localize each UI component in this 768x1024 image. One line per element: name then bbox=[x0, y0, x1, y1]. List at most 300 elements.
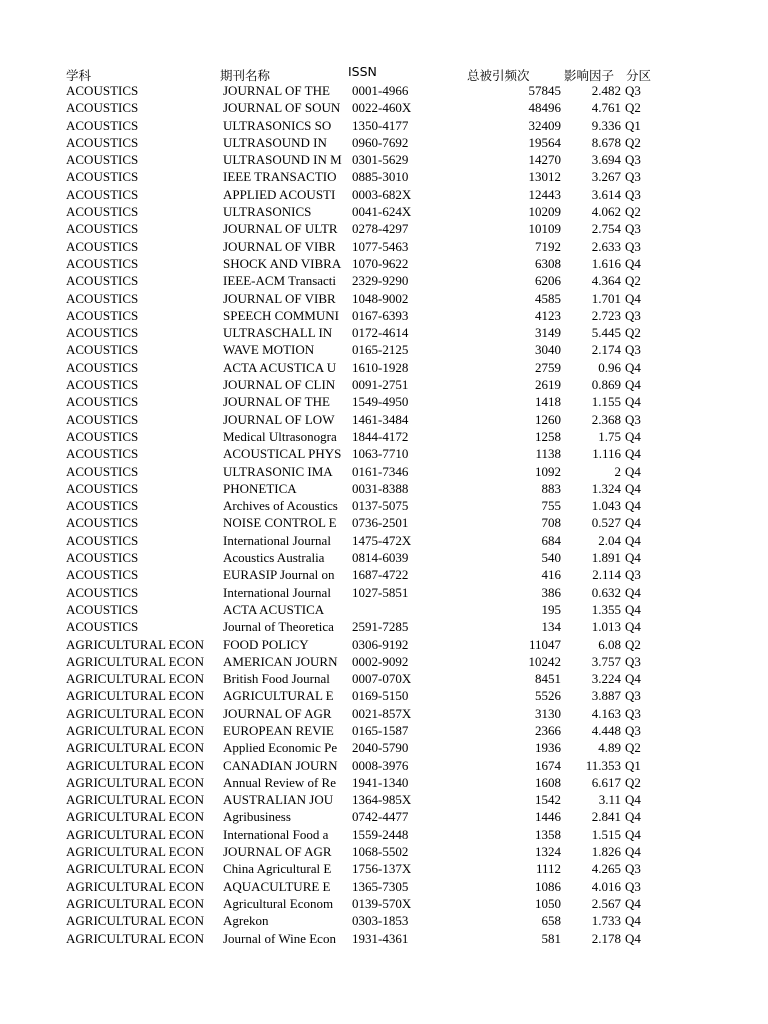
cell-journal: Journal of Theoretica bbox=[223, 619, 334, 635]
cell-subject: ACOUSTICS bbox=[66, 550, 139, 566]
cell-journal: JOURNAL OF THE bbox=[223, 394, 330, 410]
cell-issn: 0041-624X bbox=[352, 204, 412, 220]
cell-subject: ACOUSTICS bbox=[66, 532, 139, 548]
cell-quartile: Q4 bbox=[625, 895, 641, 911]
cell-journal: PHONETICA bbox=[223, 480, 297, 496]
cell-cites: 658 bbox=[541, 913, 561, 929]
cell-journal: British Food Journal bbox=[223, 671, 330, 687]
cell-subject: ACOUSTICS bbox=[66, 463, 139, 479]
cell-issn: 0278-4297 bbox=[352, 221, 409, 237]
cell-journal: Agricultural Econom bbox=[223, 895, 334, 911]
cell-impact: 2.841 bbox=[591, 809, 621, 825]
cell-impact: 4.163 bbox=[591, 705, 621, 721]
cell-journal: JOURNAL OF AGR bbox=[223, 705, 332, 721]
cell-cites: 13012 bbox=[528, 169, 561, 185]
cell-journal: ACOUSTICAL PHYS bbox=[223, 446, 342, 462]
cell-impact: 4.062 bbox=[591, 204, 621, 220]
cell-cites: 2366 bbox=[535, 722, 561, 738]
header-quartile: 分区 bbox=[626, 68, 652, 83]
cell-cites: 1674 bbox=[535, 757, 561, 773]
cell-journal: AGRICULTURAL E bbox=[223, 688, 334, 704]
cell-quartile: Q3 bbox=[625, 221, 641, 237]
cell-subject: ACOUSTICS bbox=[66, 117, 139, 133]
cell-impact: 3.224 bbox=[591, 671, 621, 687]
cell-journal: ULTRASONICS bbox=[223, 204, 312, 220]
cell-impact: 6.617 bbox=[591, 774, 621, 790]
cell-quartile: Q4 bbox=[625, 255, 641, 271]
cell-quartile: Q3 bbox=[625, 238, 641, 254]
cell-quartile: Q4 bbox=[625, 930, 641, 946]
cell-journal: ULTRASOUND IN M bbox=[223, 152, 342, 168]
cell-subject: ACOUSTICS bbox=[66, 446, 139, 462]
cell-issn: 0736-2501 bbox=[352, 515, 409, 531]
cell-cites: 6206 bbox=[535, 273, 561, 289]
cell-quartile: Q3 bbox=[625, 705, 641, 721]
cell-subject: ACOUSTICS bbox=[66, 394, 139, 410]
cell-impact: 3.694 bbox=[591, 152, 621, 168]
cell-subject: ACOUSTICS bbox=[66, 83, 139, 98]
cell-journal: ULTRASONICS SO bbox=[223, 117, 332, 133]
cell-quartile: Q3 bbox=[625, 722, 641, 738]
cell-journal: ULTRASONIC IMA bbox=[223, 463, 333, 479]
cell-subject: AGRICULTURAL ECON bbox=[66, 792, 205, 808]
cell-quartile: Q2 bbox=[625, 273, 641, 289]
cell-journal: AQUACULTURE E bbox=[223, 878, 331, 894]
cell-impact: 2.178 bbox=[591, 930, 621, 946]
cell-impact: 2.482 bbox=[591, 83, 621, 98]
cell-issn: 0137-5075 bbox=[352, 498, 409, 514]
cell-cites: 14270 bbox=[528, 152, 561, 168]
cell-quartile: Q4 bbox=[625, 809, 641, 825]
cell-issn: 1844-4172 bbox=[352, 428, 409, 444]
cell-journal: ULTRASOUND IN bbox=[223, 134, 327, 150]
cell-issn: 1063-7710 bbox=[352, 446, 409, 462]
cell-impact: 3.757 bbox=[591, 653, 621, 669]
cell-issn: 0814-6039 bbox=[352, 550, 409, 566]
cell-journal: Agribusiness bbox=[223, 809, 291, 825]
cell-cites: 1418 bbox=[535, 394, 561, 410]
cell-impact: 2.114 bbox=[592, 567, 621, 583]
cell-journal: Applied Economic Pe bbox=[223, 740, 338, 756]
cell-issn: 1364-985X bbox=[352, 792, 412, 808]
cell-subject: AGRICULTURAL ECON bbox=[66, 636, 205, 652]
cell-journal: CANADIAN JOURN bbox=[223, 757, 338, 773]
cell-quartile: Q4 bbox=[625, 792, 641, 808]
cell-impact: 5.445 bbox=[591, 325, 621, 341]
cell-subject: ACOUSTICS bbox=[66, 359, 139, 375]
cell-issn: 2591-7285 bbox=[352, 619, 409, 635]
cell-cites: 12443 bbox=[528, 186, 561, 202]
cell-impact: 6.08 bbox=[598, 636, 621, 652]
cell-issn: 0167-6393 bbox=[352, 307, 409, 323]
header-impact: 影响因子 bbox=[564, 68, 615, 83]
cell-journal: JOURNAL OF AGR bbox=[223, 844, 332, 860]
cell-impact: 1.701 bbox=[591, 290, 621, 306]
cell-subject: AGRICULTURAL ECON bbox=[66, 722, 205, 738]
cell-cites: 1608 bbox=[535, 774, 561, 790]
cell-journal: SHOCK AND VIBRA bbox=[223, 255, 342, 271]
cell-quartile: Q3 bbox=[625, 152, 641, 168]
cell-issn: 0003-682X bbox=[352, 186, 412, 202]
cell-issn: 1027-5851 bbox=[352, 584, 409, 600]
cell-issn: 0002-9092 bbox=[352, 653, 409, 669]
cell-journal: JOURNAL OF THE bbox=[223, 83, 330, 98]
cell-journal: JOURNAL OF VIBR bbox=[223, 238, 336, 254]
cell-journal: China Agricultural E bbox=[223, 861, 332, 877]
cell-issn: 1077-5463 bbox=[352, 238, 409, 254]
cell-journal: Journal of Wine Econ bbox=[223, 930, 336, 946]
cell-journal: AUSTRALIAN JOU bbox=[223, 792, 334, 808]
cell-journal: JOURNAL OF ULTR bbox=[223, 221, 338, 237]
cell-quartile: Q3 bbox=[625, 169, 641, 185]
cell-issn: 1559-2448 bbox=[352, 826, 409, 842]
cell-subject: ACOUSTICS bbox=[66, 498, 139, 514]
cell-impact: 3.267 bbox=[591, 169, 621, 185]
cell-quartile: Q3 bbox=[625, 307, 641, 323]
cell-cites: 10242 bbox=[528, 653, 561, 669]
cell-quartile: Q3 bbox=[625, 878, 641, 894]
cell-quartile: Q3 bbox=[625, 411, 641, 427]
cell-impact: 3.614 bbox=[591, 186, 621, 202]
cell-quartile: Q4 bbox=[625, 601, 641, 617]
cell-cites: 10209 bbox=[528, 204, 561, 220]
cell-journal: APPLIED ACOUSTI bbox=[223, 186, 336, 202]
cell-subject: ACOUSTICS bbox=[66, 307, 139, 323]
cell-subject: AGRICULTURAL ECON bbox=[66, 844, 205, 860]
cell-subject: AGRICULTURAL ECON bbox=[66, 930, 205, 946]
cell-quartile: Q4 bbox=[625, 826, 641, 842]
cell-issn: 1941-1340 bbox=[352, 774, 409, 790]
cell-quartile: Q2 bbox=[625, 740, 641, 756]
cell-issn: 0960-7692 bbox=[352, 134, 409, 150]
cell-impact: 1.733 bbox=[591, 913, 621, 929]
cell-issn: 1068-5502 bbox=[352, 844, 409, 860]
cell-quartile: Q2 bbox=[625, 134, 641, 150]
cell-subject: AGRICULTURAL ECON bbox=[66, 895, 205, 911]
cell-issn: 0172-4614 bbox=[352, 325, 409, 341]
cell-impact: 1.616 bbox=[591, 255, 621, 271]
cell-impact: 1.515 bbox=[591, 826, 621, 842]
cell-subject: ACOUSTICS bbox=[66, 273, 139, 289]
cell-issn: 1365-7305 bbox=[352, 878, 409, 894]
cell-cites: 32409 bbox=[528, 117, 561, 133]
cell-issn: 0301-5629 bbox=[352, 152, 409, 168]
cell-subject: AGRICULTURAL ECON bbox=[66, 774, 205, 790]
cell-issn: 1549-4950 bbox=[352, 394, 409, 410]
cell-quartile: Q3 bbox=[625, 861, 641, 877]
cell-quartile: Q4 bbox=[625, 394, 641, 410]
cell-cites: 5526 bbox=[535, 688, 561, 704]
cell-issn: 2329-9290 bbox=[352, 273, 409, 289]
cell-quartile: Q4 bbox=[625, 290, 641, 306]
cell-quartile: Q4 bbox=[625, 446, 641, 462]
cell-subject: ACOUSTICS bbox=[66, 601, 139, 617]
cell-journal: IEEE TRANSACTIO bbox=[223, 169, 337, 185]
cell-quartile: Q1 bbox=[625, 117, 641, 133]
cell-cites: 1446 bbox=[535, 809, 561, 825]
cell-quartile: Q3 bbox=[625, 186, 641, 202]
cell-issn: 0742-4477 bbox=[352, 809, 409, 825]
cell-impact: 2.567 bbox=[591, 895, 621, 911]
cell-subject: AGRICULTURAL ECON bbox=[66, 740, 205, 756]
cell-quartile: Q4 bbox=[625, 359, 641, 375]
cell-cites: 1358 bbox=[535, 826, 561, 842]
cell-journal: ACTA ACUSTICA bbox=[223, 601, 325, 617]
cell-impact: 4.89 bbox=[598, 740, 621, 756]
cell-journal: WAVE MOTION bbox=[223, 342, 315, 358]
cell-impact: 1.324 bbox=[591, 480, 621, 496]
cell-issn: 1931-4361 bbox=[352, 930, 409, 946]
cell-quartile: Q2 bbox=[625, 325, 641, 341]
cell-impact: 0.96 bbox=[598, 359, 621, 375]
cell-cites: 57845 bbox=[528, 83, 561, 98]
cell-cites: 1138 bbox=[535, 446, 561, 462]
cell-subject: AGRICULTURAL ECON bbox=[66, 671, 205, 687]
cell-cites: 1092 bbox=[535, 463, 561, 479]
cell-issn: 1610-1928 bbox=[352, 359, 409, 375]
cell-issn: 0031-8388 bbox=[352, 480, 409, 496]
cell-cites: 195 bbox=[541, 601, 561, 617]
cell-issn: 0139-570X bbox=[352, 895, 412, 911]
cell-issn: 0091-2751 bbox=[352, 377, 409, 393]
cell-journal: Acoustics Australia bbox=[223, 550, 325, 566]
cell-quartile: Q4 bbox=[625, 913, 641, 929]
cell-subject: AGRICULTURAL ECON bbox=[66, 878, 205, 894]
cell-impact: 1.116 bbox=[592, 446, 621, 462]
cell-subject: ACOUSTICS bbox=[66, 428, 139, 444]
cell-subject: ACOUSTICS bbox=[66, 204, 139, 220]
cell-cites: 6308 bbox=[535, 255, 561, 271]
cell-subject: ACOUSTICS bbox=[66, 221, 139, 237]
cell-issn: 0165-1587 bbox=[352, 722, 409, 738]
cell-subject: ACOUSTICS bbox=[66, 290, 139, 306]
cell-issn: 1048-9002 bbox=[352, 290, 409, 306]
cell-quartile: Q2 bbox=[625, 100, 641, 116]
cell-cites: 1112 bbox=[535, 861, 561, 877]
cell-cites: 1258 bbox=[535, 428, 561, 444]
cell-cites: 883 bbox=[541, 480, 561, 496]
cell-subject: ACOUSTICS bbox=[66, 169, 139, 185]
cell-journal: Agrekon bbox=[223, 913, 269, 929]
cell-journal: ACTA ACUSTICA U bbox=[223, 359, 337, 375]
cell-quartile: Q3 bbox=[625, 567, 641, 583]
cell-quartile: Q3 bbox=[625, 653, 641, 669]
cell-subject: ACOUSTICS bbox=[66, 255, 139, 271]
cell-journal: Medical Ultrasonogra bbox=[223, 428, 337, 444]
cell-quartile: Q3 bbox=[625, 688, 641, 704]
header-issn: ISSN bbox=[348, 64, 377, 79]
cell-subject: ACOUSTICS bbox=[66, 567, 139, 583]
cell-impact: 2.754 bbox=[591, 221, 621, 237]
cell-cites: 755 bbox=[541, 498, 561, 514]
cell-impact: 3.11 bbox=[598, 792, 621, 808]
cell-cites: 1936 bbox=[535, 740, 561, 756]
cell-quartile: Q2 bbox=[625, 774, 641, 790]
cell-impact: 2.723 bbox=[591, 307, 621, 323]
cell-quartile: Q4 bbox=[625, 619, 641, 635]
cell-issn: 0169-5150 bbox=[352, 688, 409, 704]
cell-quartile: Q1 bbox=[625, 757, 641, 773]
cell-issn: 0885-3010 bbox=[352, 169, 409, 185]
cell-quartile: Q2 bbox=[625, 636, 641, 652]
cell-subject: ACOUSTICS bbox=[66, 238, 139, 254]
cell-impact: 2.368 bbox=[591, 411, 621, 427]
cell-impact: 2.04 bbox=[598, 532, 621, 548]
cell-issn: 1461-3484 bbox=[352, 411, 409, 427]
cell-issn: 0007-070X bbox=[352, 671, 412, 687]
cell-impact: 4.364 bbox=[591, 273, 621, 289]
cell-cites: 11047 bbox=[528, 636, 561, 652]
cell-impact: 0.869 bbox=[591, 377, 621, 393]
cell-impact: 4.761 bbox=[591, 100, 621, 116]
cell-impact: 11.353 bbox=[585, 757, 621, 773]
cell-subject: ACOUSTICS bbox=[66, 100, 139, 116]
cell-journal: NOISE CONTROL E bbox=[223, 515, 337, 531]
cell-subject: ACOUSTICS bbox=[66, 152, 139, 168]
cell-issn: 1756-137X bbox=[352, 861, 412, 877]
cell-cites: 684 bbox=[541, 532, 561, 548]
cell-cites: 4585 bbox=[535, 290, 561, 306]
cell-cites: 1050 bbox=[535, 895, 561, 911]
cell-subject: AGRICULTURAL ECON bbox=[66, 688, 205, 704]
cell-issn: 0303-1853 bbox=[352, 913, 409, 929]
cell-journal: International Journal bbox=[223, 532, 331, 548]
cell-journal: International Food a bbox=[223, 826, 329, 842]
cell-subject: ACOUSTICS bbox=[66, 325, 139, 341]
cell-journal: ULTRASCHALL IN bbox=[223, 325, 333, 341]
header-journal: 期刊名称 bbox=[220, 68, 271, 83]
cell-cites: 581 bbox=[541, 930, 561, 946]
cell-cites: 1324 bbox=[535, 844, 561, 860]
cell-journal: Annual Review of Re bbox=[223, 774, 337, 790]
cell-issn: 0008-3976 bbox=[352, 757, 409, 773]
cell-cites: 3130 bbox=[535, 705, 561, 721]
cell-subject: AGRICULTURAL ECON bbox=[66, 861, 205, 877]
cell-subject: ACOUSTICS bbox=[66, 134, 139, 150]
cell-subject: AGRICULTURAL ECON bbox=[66, 826, 205, 842]
cell-journal: EURASIP Journal on bbox=[223, 567, 335, 583]
cell-journal: JOURNAL OF SOUN bbox=[223, 100, 341, 116]
cell-subject: ACOUSTICS bbox=[66, 515, 139, 531]
cell-issn: 0022-460X bbox=[352, 100, 412, 116]
cell-cites: 416 bbox=[541, 567, 561, 583]
cell-journal: SPEECH COMMUNI bbox=[223, 307, 339, 323]
cell-journal: IEEE-ACM Transacti bbox=[223, 273, 337, 289]
cell-issn: 1687-4722 bbox=[352, 567, 409, 583]
cell-quartile: Q3 bbox=[625, 83, 641, 98]
cell-quartile: Q4 bbox=[625, 671, 641, 687]
header-cites: 总被引频次 bbox=[467, 68, 530, 83]
cell-subject: ACOUSTICS bbox=[66, 377, 139, 393]
cell-cites: 708 bbox=[541, 515, 561, 531]
cell-quartile: Q4 bbox=[625, 584, 641, 600]
cell-impact: 1.75 bbox=[598, 428, 621, 444]
cell-issn: 1475-472X bbox=[352, 532, 412, 548]
cell-quartile: Q3 bbox=[625, 342, 641, 358]
cell-impact: 1.155 bbox=[591, 394, 621, 410]
cell-impact: 2.174 bbox=[591, 342, 621, 358]
cell-subject: ACOUSTICS bbox=[66, 480, 139, 496]
cell-issn: 2040-5790 bbox=[352, 740, 409, 756]
cell-quartile: Q4 bbox=[625, 480, 641, 496]
cell-quartile: Q4 bbox=[625, 428, 641, 444]
cell-quartile: Q4 bbox=[625, 550, 641, 566]
cell-cites: 3040 bbox=[535, 342, 561, 358]
cell-issn: 0165-2125 bbox=[352, 342, 409, 358]
cell-impact: 1.826 bbox=[591, 844, 621, 860]
cell-subject: ACOUSTICS bbox=[66, 411, 139, 427]
cell-cites: 1086 bbox=[535, 878, 561, 894]
cell-subject: ACOUSTICS bbox=[66, 342, 139, 358]
cell-cites: 4123 bbox=[535, 307, 561, 323]
cell-subject: ACOUSTICS bbox=[66, 186, 139, 202]
cell-journal: Archives of Acoustics bbox=[223, 498, 338, 514]
cell-impact: 2.633 bbox=[591, 238, 621, 254]
cell-impact: 1.355 bbox=[591, 601, 621, 617]
cell-subject: AGRICULTURAL ECON bbox=[66, 653, 205, 669]
cell-quartile: Q4 bbox=[625, 844, 641, 860]
cell-journal: FOOD POLICY bbox=[223, 636, 309, 652]
cell-impact: 1.891 bbox=[591, 550, 621, 566]
cell-impact: 9.336 bbox=[591, 117, 621, 133]
cell-impact: 4.448 bbox=[591, 722, 621, 738]
cell-issn: 0021-857X bbox=[352, 705, 412, 721]
cell-issn: 1350-4177 bbox=[352, 117, 409, 133]
cell-cites: 10109 bbox=[528, 221, 561, 237]
cell-quartile: Q4 bbox=[625, 515, 641, 531]
cell-quartile: Q2 bbox=[625, 204, 641, 220]
cell-cites: 3149 bbox=[535, 325, 561, 341]
cell-impact: 0.632 bbox=[591, 584, 621, 600]
cell-cites: 386 bbox=[541, 584, 561, 600]
cell-journal: AMERICAN JOURN bbox=[223, 653, 338, 669]
cell-impact: 2 bbox=[614, 463, 621, 479]
cell-cites: 8451 bbox=[535, 671, 561, 687]
cell-issn: 0306-9192 bbox=[352, 636, 409, 652]
cell-journal: JOURNAL OF LOW bbox=[223, 411, 335, 427]
cell-cites: 2619 bbox=[535, 377, 561, 393]
cell-quartile: Q4 bbox=[625, 498, 641, 514]
cell-subject: AGRICULTURAL ECON bbox=[66, 913, 205, 929]
cell-cites: 1260 bbox=[535, 411, 561, 427]
cell-issn: 0001-4966 bbox=[352, 83, 409, 98]
cell-subject: ACOUSTICS bbox=[66, 619, 139, 635]
cell-journal: International Journal bbox=[223, 584, 331, 600]
cell-impact: 4.265 bbox=[591, 861, 621, 877]
cell-impact: 0.527 bbox=[591, 515, 621, 531]
cell-subject: AGRICULTURAL ECON bbox=[66, 705, 205, 721]
cell-impact: 1.043 bbox=[591, 498, 621, 514]
cell-subject: AGRICULTURAL ECON bbox=[66, 809, 205, 825]
cell-impact: 8.678 bbox=[591, 134, 621, 150]
cell-issn: 0161-7346 bbox=[352, 463, 409, 479]
cell-issn: 1070-9622 bbox=[352, 255, 409, 271]
cell-cites: 19564 bbox=[528, 134, 561, 150]
cell-cites: 540 bbox=[541, 550, 561, 566]
cell-impact: 1.013 bbox=[591, 619, 621, 635]
cell-journal: EUROPEAN REVIE bbox=[223, 722, 334, 738]
cell-subject: ACOUSTICS bbox=[66, 584, 139, 600]
cell-quartile: Q4 bbox=[625, 532, 641, 548]
cell-cites: 1542 bbox=[535, 792, 561, 808]
cell-cites: 48496 bbox=[528, 100, 561, 116]
cell-journal: JOURNAL OF VIBR bbox=[223, 290, 336, 306]
cell-cites: 7192 bbox=[535, 238, 561, 254]
cell-impact: 4.016 bbox=[591, 878, 621, 894]
header-subject: 学科 bbox=[66, 68, 92, 83]
cell-subject: AGRICULTURAL ECON bbox=[66, 757, 205, 773]
cell-journal: JOURNAL OF CLIN bbox=[223, 377, 336, 393]
